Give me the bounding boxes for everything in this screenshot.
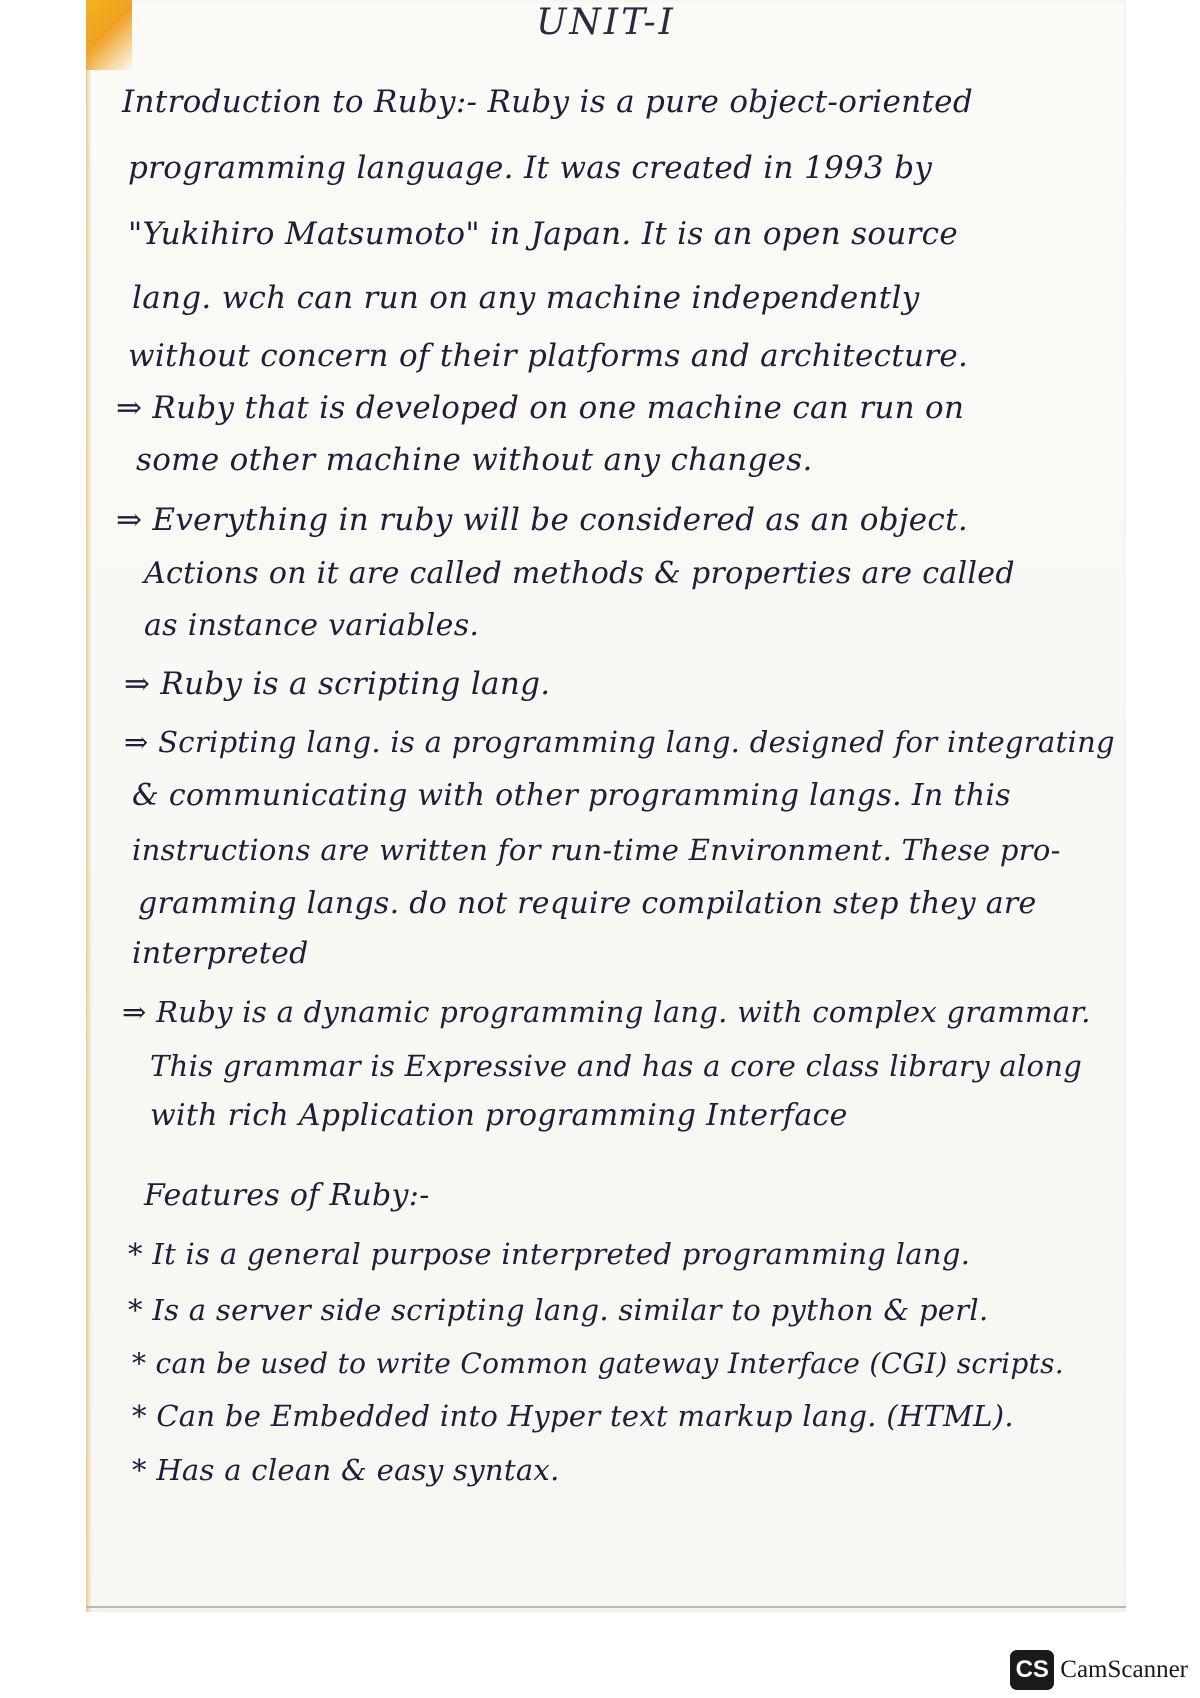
feature-item: * Has a clean & easy syntax. bbox=[132, 1453, 560, 1487]
feature-item: * It is a general purpose interpreted programming lang. bbox=[128, 1237, 971, 1271]
note-line: some other machine without any changes. bbox=[136, 442, 813, 478]
note-line: lang. wch can run on any machine independently bbox=[132, 280, 920, 316]
note-line: Actions on it are called methods & properties are called bbox=[144, 556, 1015, 591]
note-line: ⇒ Ruby that is developed on one machine can run on bbox=[116, 390, 965, 426]
paper-left-edge bbox=[86, 0, 92, 1612]
note-line: Introduction to Ruby:- Ruby is a pure object-oriented bbox=[122, 84, 973, 120]
feature-item: * can be used to write Common gateway Interface (CGI) scripts. bbox=[132, 1347, 1064, 1380]
note-line: & communicating with other programming langs. In this bbox=[132, 778, 1011, 813]
note-line: without concern of their platforms and architecture. bbox=[128, 338, 969, 374]
camscanner-name: CamScanner bbox=[1060, 1656, 1188, 1683]
page-bottom-edge bbox=[86, 1606, 1126, 1608]
paper-corner-tab bbox=[86, 0, 132, 70]
section-heading: Features of Ruby:- bbox=[144, 1178, 430, 1213]
note-line: "Yukihiro Matsumoto" in Japan. It is an open source bbox=[128, 216, 958, 252]
note-line: instructions are written for run-time Environment. These pro- bbox=[132, 833, 1061, 867]
feature-item: * Is a server side scripting lang. similar to python & perl. bbox=[128, 1293, 989, 1327]
note-line: This grammar is Expressive and has a core class library along bbox=[150, 1049, 1083, 1083]
note-line: programming language. It was created in 1993 by bbox=[128, 150, 933, 186]
note-line: ⇒ Everything in ruby will be considered as an object. bbox=[116, 502, 969, 538]
note-line: interpreted bbox=[132, 936, 309, 971]
feature-item: * Can be Embedded into Hyper text markup lang. (HTML). bbox=[132, 1399, 1014, 1433]
note-line: ⇒ Ruby is a dynamic programming lang. with complex grammar. bbox=[122, 995, 1091, 1029]
note-line: with rich Application programming Interface bbox=[150, 1098, 848, 1133]
camscanner-watermark bbox=[1010, 1650, 1188, 1690]
unit-title: UNIT-I bbox=[536, 2, 676, 43]
note-line: ⇒ Ruby is a scripting lang. bbox=[124, 666, 551, 702]
notebook-paper bbox=[86, 0, 1126, 1612]
camscanner-logo-icon: CS bbox=[1010, 1650, 1054, 1690]
note-line: gramming langs. do not require compilation step they are bbox=[138, 886, 1037, 921]
note-line: as instance variables. bbox=[144, 608, 480, 643]
note-line: ⇒ Scripting lang. is a programming lang. designed for integrating bbox=[124, 725, 1115, 759]
